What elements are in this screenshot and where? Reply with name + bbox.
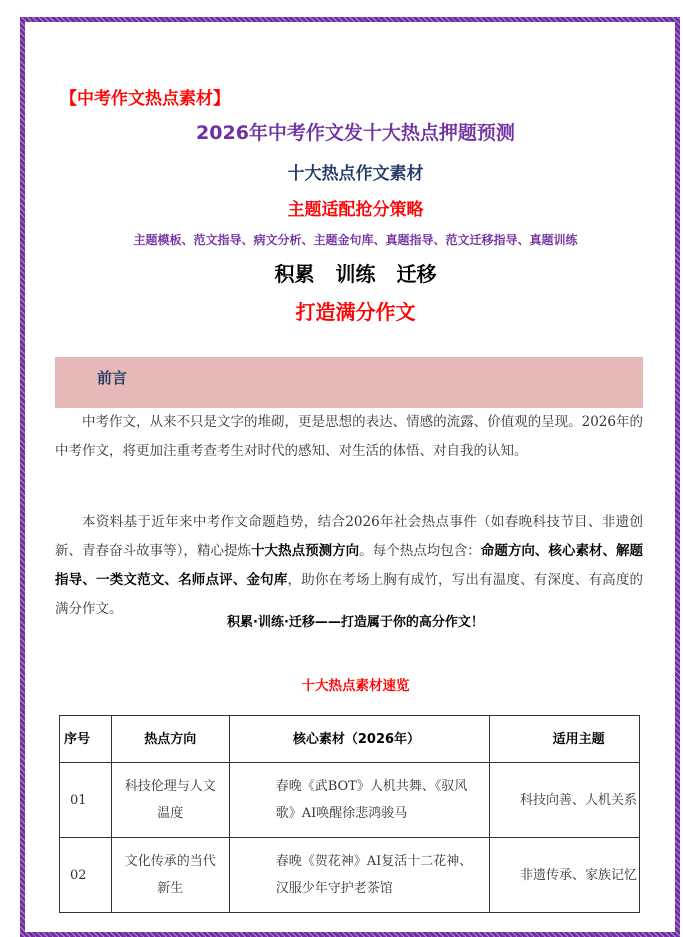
text: 本资料基于近年来中考作文命题趋势，结合2026年社会热点事件（如春晚科技节目、非遗创新、青春奋斗故事等），精心提炼 xyxy=(55,514,643,559)
cell-theme: 科技向善、人机关系 xyxy=(490,763,640,838)
text: ，助你在考场上胸有成竹，写出有温度、有深度、有高度的满分作文。 xyxy=(55,572,644,617)
column-header: 核心素材（2026年） xyxy=(229,716,490,763)
cell-material: 春晚《贺花神》AI复活十二花神、汉服少年守护老茶馆 xyxy=(229,838,490,913)
emphasis: 命题方向、核心素材、解题指导、一类文范文、名师点评、金句库 xyxy=(55,543,644,588)
cell-theme: 非遗传承、家族记忆 xyxy=(490,838,640,913)
doc-subtitle: 十大热点作文素材 xyxy=(287,164,424,184)
column-header: 热点方向 xyxy=(111,716,229,763)
table-row xyxy=(60,838,640,913)
doc-tag: 【中考作文热点素材】 xyxy=(60,89,230,109)
feature-list: 主题模板、范文指导、病文分析、主题金句库、真题指导、范文迁移指导、真题训练 xyxy=(133,233,578,247)
slogan: 积累·训练·迁移——打造属于你的高分作文！ xyxy=(227,615,484,630)
cell-direction: 文化传承的当代新生 xyxy=(111,838,229,913)
preface-banner xyxy=(55,357,643,408)
table-row xyxy=(60,763,640,838)
motto: 积累 训练 迁移 xyxy=(274,262,437,286)
preface-paragraph-2 xyxy=(55,508,643,624)
cell-direction: 科技伦理与人文温度 xyxy=(111,763,229,838)
doc-subtitle-strategy: 主题适配抢分策略 xyxy=(287,200,424,220)
overview-table xyxy=(59,715,640,913)
overview-title: 十大热点素材速览 xyxy=(301,678,410,694)
column-header: 序号 xyxy=(60,716,112,763)
text: 。每个热点均包含： xyxy=(359,543,481,559)
goal: 打造满分作文 xyxy=(295,300,416,324)
cell-index: 02 xyxy=(60,838,112,913)
cell-material: 春晚《武BOT》人机共舞、《驭风歌》AI唤醒徐悲鸿骏马 xyxy=(229,763,490,838)
table-header xyxy=(60,716,640,763)
preface-paragraph-1: 中考作文，从来不只是文字的堆砌，更是思想的表达、情感的流露、价值观的呈现。2026年的中考作文，将更加注重考查考生对时代的感知、对生活的体悟、对自我的认知。 xyxy=(55,414,643,459)
column-header: 适用主题 xyxy=(490,716,640,763)
preface-heading: 前言 xyxy=(97,369,128,387)
cell-index: 01 xyxy=(60,763,112,838)
emphasis: 十大热点预测方向 xyxy=(251,543,360,559)
doc-title: 2026年中考作文发十大热点押题预测 xyxy=(196,122,515,144)
